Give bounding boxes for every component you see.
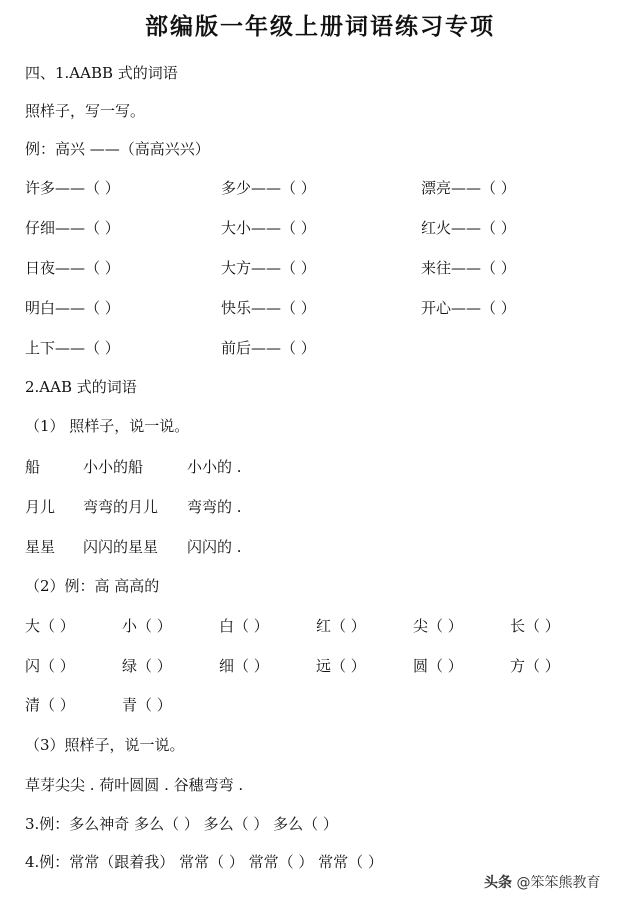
page-title: 部编版一年级上册词语练习专项 (145, 14, 495, 40)
aab-example-phrase: 弯弯的月儿 (83, 498, 159, 516)
aab-fill-item: 闪（ ） (25, 657, 75, 675)
aab-example-noun: 船 (25, 458, 41, 476)
aab-example-noun: 星星 (25, 538, 56, 556)
aabb-item: 多少——（ ） (221, 179, 316, 197)
aab-fill-item: 圆（ ） (413, 657, 463, 675)
aabb-item: 大方——（ ） (221, 259, 316, 277)
aabb-item: 大小——（ ） (221, 219, 316, 237)
section1-example: 例：高兴 ——（高高兴兴） (25, 140, 210, 158)
section1-heading: 四、1.AABB 式的词语 (25, 64, 178, 82)
aabb-item: 红火——（ ） (421, 219, 516, 237)
aab-fill-item: 红（ ） (316, 617, 366, 635)
aab-fill-item: 绿（ ） (122, 657, 172, 675)
aabb-item: 前后——（ ） (221, 339, 316, 357)
aabb-item: 许多——（ ） (25, 179, 120, 197)
aabb-item: 开心——（ ） (421, 299, 516, 317)
section2-heading: 2.AAB 式的词语 (25, 378, 137, 396)
section2-part2-title: （2）例：高 高高的 (25, 577, 160, 595)
aabb-item: 上下——（ ） (25, 339, 120, 357)
aab-example-blank: 闪闪的 . (187, 538, 242, 556)
aab-fill-item: 小（ ） (122, 617, 172, 635)
watermark (484, 872, 600, 892)
aabb-item: 漂亮——（ ） (421, 179, 516, 197)
watermark-text: @笨笨熊教育 (516, 875, 601, 891)
section2-part1-title: （1） 照样子，说一说。 (25, 417, 190, 435)
aab-fill-item: 白（ ） (219, 617, 269, 635)
aabb-item: 明白——（ ） (25, 299, 120, 317)
aab-example-phrase: 闪闪的星星 (83, 538, 159, 556)
aabb-item: 来往——（ ） (421, 259, 516, 277)
aab-fill-item: 细（ ） (219, 657, 269, 675)
aab-fill-item: 长（ ） (510, 617, 560, 635)
aabb-item: 仔细——（ ） (25, 219, 120, 237)
section2-part3-title: （3）照样子，说一说。 (25, 736, 185, 754)
aab-example-noun: 月儿 (25, 498, 56, 516)
section2-part3-line: 草芽尖尖 . 荷叶圆圆 . 谷穗弯弯 . (25, 776, 244, 794)
aab-fill-item: 远（ ） (316, 657, 366, 675)
aabb-item: 日夜——（ ） (25, 259, 120, 277)
aab-fill-item: 清（ ） (25, 696, 75, 714)
section1-instruction: 照样子，写一写。 (25, 102, 146, 120)
aab-example-blank: 弯弯的 . (187, 498, 242, 516)
aab-fill-item: 大（ ） (25, 617, 75, 635)
section3-line: 3.例：多么神奇 多么（ ） 多么（ ） 多么（ ） (25, 815, 338, 833)
aab-fill-item: 青（ ） (122, 696, 172, 714)
aab-fill-item: 尖（ ） (413, 617, 463, 635)
aabb-item: 快乐——（ ） (221, 299, 316, 317)
aab-example-phrase: 小小的船 (83, 458, 144, 476)
aab-example-blank: 小小的 . (187, 458, 242, 476)
aab-fill-item: 方（ ） (510, 657, 560, 675)
section4-line: 4.例：常常（跟着我） 常常（ ） 常常（ ） 常常（ ） (25, 853, 383, 871)
toutiao-logo-icon: 头条 (484, 875, 512, 891)
